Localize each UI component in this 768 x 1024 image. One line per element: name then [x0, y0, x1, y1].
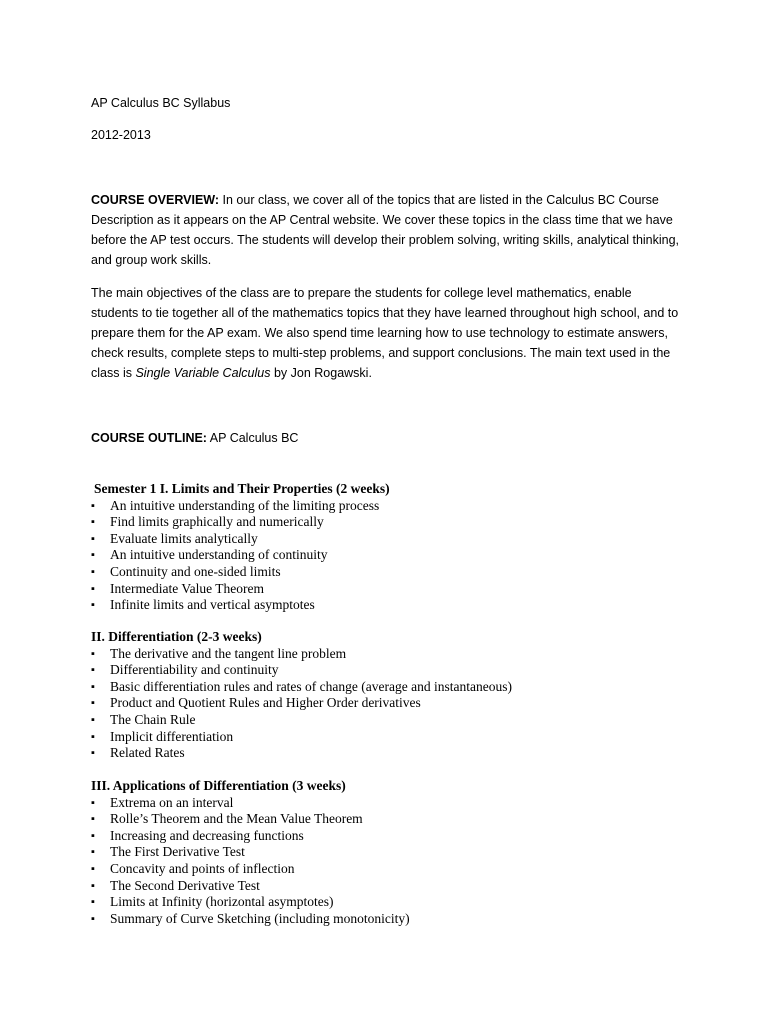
list-item-text: Continuity and one-sided limits — [110, 563, 281, 579]
topic-list — [91, 498, 691, 614]
square-bullet-icon: ▪ — [91, 879, 95, 892]
list-item-text: The First Derivative Test — [110, 844, 245, 860]
list-item — [91, 597, 691, 614]
list-item-text: Differentiability and continuity — [110, 662, 279, 678]
square-bullet-icon: ▪ — [91, 647, 95, 660]
list-item — [91, 662, 691, 679]
topic-list — [91, 795, 691, 928]
course-outline-label: COURSE OUTLINE: — [91, 431, 207, 445]
objectives-paragraph — [91, 283, 681, 383]
square-bullet-icon: ▪ — [91, 747, 95, 760]
objectives-text: The main objectives of the class are to prepare the students for college level mathematics, enable students to tie together all of the mathematics topics that they have learned throughout high school, and to prepare them for the AP exam. We also spend time learning how to use technology to estimate answers, check results, complete steps to multi-step problems, and support conclusions. The main text used in the class is — [91, 286, 679, 380]
square-bullet-icon: ▪ — [91, 664, 95, 677]
list-item — [91, 861, 691, 878]
square-bullet-icon: ▪ — [91, 532, 95, 545]
square-bullet-icon: ▪ — [91, 829, 95, 842]
section-heading: Semester 1 I. Limits and Their Properties (2 weeks) — [94, 481, 390, 496]
list-item-text: Increasing and decreasing functions — [110, 827, 304, 843]
list-item-text: Basic differentiation rules and rates of change (average and instantaneous) — [110, 678, 512, 694]
list-item-text: Evaluate limits analytically — [110, 530, 258, 546]
square-bullet-icon: ▪ — [91, 516, 95, 529]
section-heading: III. Applications of Differentiation (3 weeks) — [91, 778, 346, 793]
list-item — [91, 828, 691, 845]
list-item — [91, 581, 691, 598]
course-outline-line — [91, 428, 681, 448]
textbook-author-text: by Jon Rogawski. — [270, 366, 372, 380]
list-item — [91, 564, 691, 581]
square-bullet-icon: ▪ — [91, 499, 95, 512]
list-item-text: Limits at Infinity (horizontal asymptotes) — [110, 894, 334, 910]
list-item — [91, 514, 691, 531]
square-bullet-icon: ▪ — [91, 730, 95, 743]
list-item-text: The Chain Rule — [110, 711, 196, 727]
list-item — [91, 646, 691, 663]
square-bullet-icon: ▪ — [91, 599, 95, 612]
list-item-text: Summary of Curve Sketching (including monotonicity) — [110, 910, 410, 926]
list-item-text: An intuitive understanding of the limiting process — [110, 497, 380, 513]
list-item — [91, 547, 691, 564]
square-bullet-icon: ▪ — [91, 680, 95, 693]
list-item — [91, 811, 691, 828]
square-bullet-icon: ▪ — [91, 565, 95, 578]
list-item — [91, 844, 691, 861]
square-bullet-icon: ▪ — [91, 796, 95, 809]
list-item — [91, 712, 691, 729]
list-item — [91, 679, 691, 696]
course-overview-paragraph — [91, 190, 681, 270]
list-item — [91, 878, 691, 895]
square-bullet-icon: ▪ — [91, 582, 95, 595]
square-bullet-icon: ▪ — [91, 912, 95, 925]
list-item-text: Rolle’s Theorem and the Mean Value Theorem — [110, 811, 363, 827]
section-limits — [91, 481, 691, 614]
square-bullet-icon: ▪ — [91, 549, 95, 562]
course-outline-text: AP Calculus BC — [206, 431, 299, 445]
square-bullet-icon: ▪ — [91, 697, 95, 710]
school-year: 2012-2013 — [91, 128, 151, 142]
list-item-text: Implicit differentiation — [110, 728, 234, 744]
course-overview-label: COURSE OVERVIEW: — [91, 193, 220, 207]
list-item — [91, 745, 691, 762]
list-item-text: Extrema on an interval — [110, 794, 234, 810]
list-item-text: An intuitive understanding of continuity — [110, 547, 328, 563]
list-item — [91, 531, 691, 548]
list-item — [91, 911, 691, 928]
section-differentiation — [91, 629, 691, 762]
list-item — [91, 695, 691, 712]
section-heading: II. Differentiation (2-3 weeks) — [91, 629, 262, 644]
square-bullet-icon: ▪ — [91, 813, 95, 826]
list-item-text: The Second Derivative Test — [110, 877, 260, 893]
list-item-text: Infinite limits and vertical asymptotes — [110, 597, 315, 613]
list-item — [91, 729, 691, 746]
document-title: AP Calculus BC Syllabus — [91, 96, 231, 110]
list-item — [91, 795, 691, 812]
list-item-text: Find limits graphically and numerically — [110, 514, 324, 530]
list-item — [91, 894, 691, 911]
square-bullet-icon: ▪ — [91, 862, 95, 875]
square-bullet-icon: ▪ — [91, 713, 95, 726]
textbook-title: Single Variable Calculus — [135, 366, 271, 380]
topic-list — [91, 646, 691, 762]
square-bullet-icon: ▪ — [91, 846, 95, 859]
course-overview-text: In our class, we cover all of the topics that are listed in the Calculus BC Course Description as it appears on the AP Central website. We cover these topics in the class time that we have before the AP test occurs. The students will develop their problem solving, writing skills, analytical thinking, and group work skills. — [91, 193, 680, 267]
list-item-text: Concavity and points of inflection — [110, 860, 295, 876]
list-item-text: Related Rates — [110, 745, 185, 761]
square-bullet-icon: ▪ — [91, 896, 95, 909]
list-item-text: Product and Quotient Rules and Higher Order derivatives — [110, 695, 421, 711]
section-applications-of-differentiation — [91, 778, 691, 927]
list-item-text: The derivative and the tangent line problem — [110, 645, 347, 661]
list-item-text: Intermediate Value Theorem — [110, 580, 264, 596]
list-item — [91, 498, 691, 515]
